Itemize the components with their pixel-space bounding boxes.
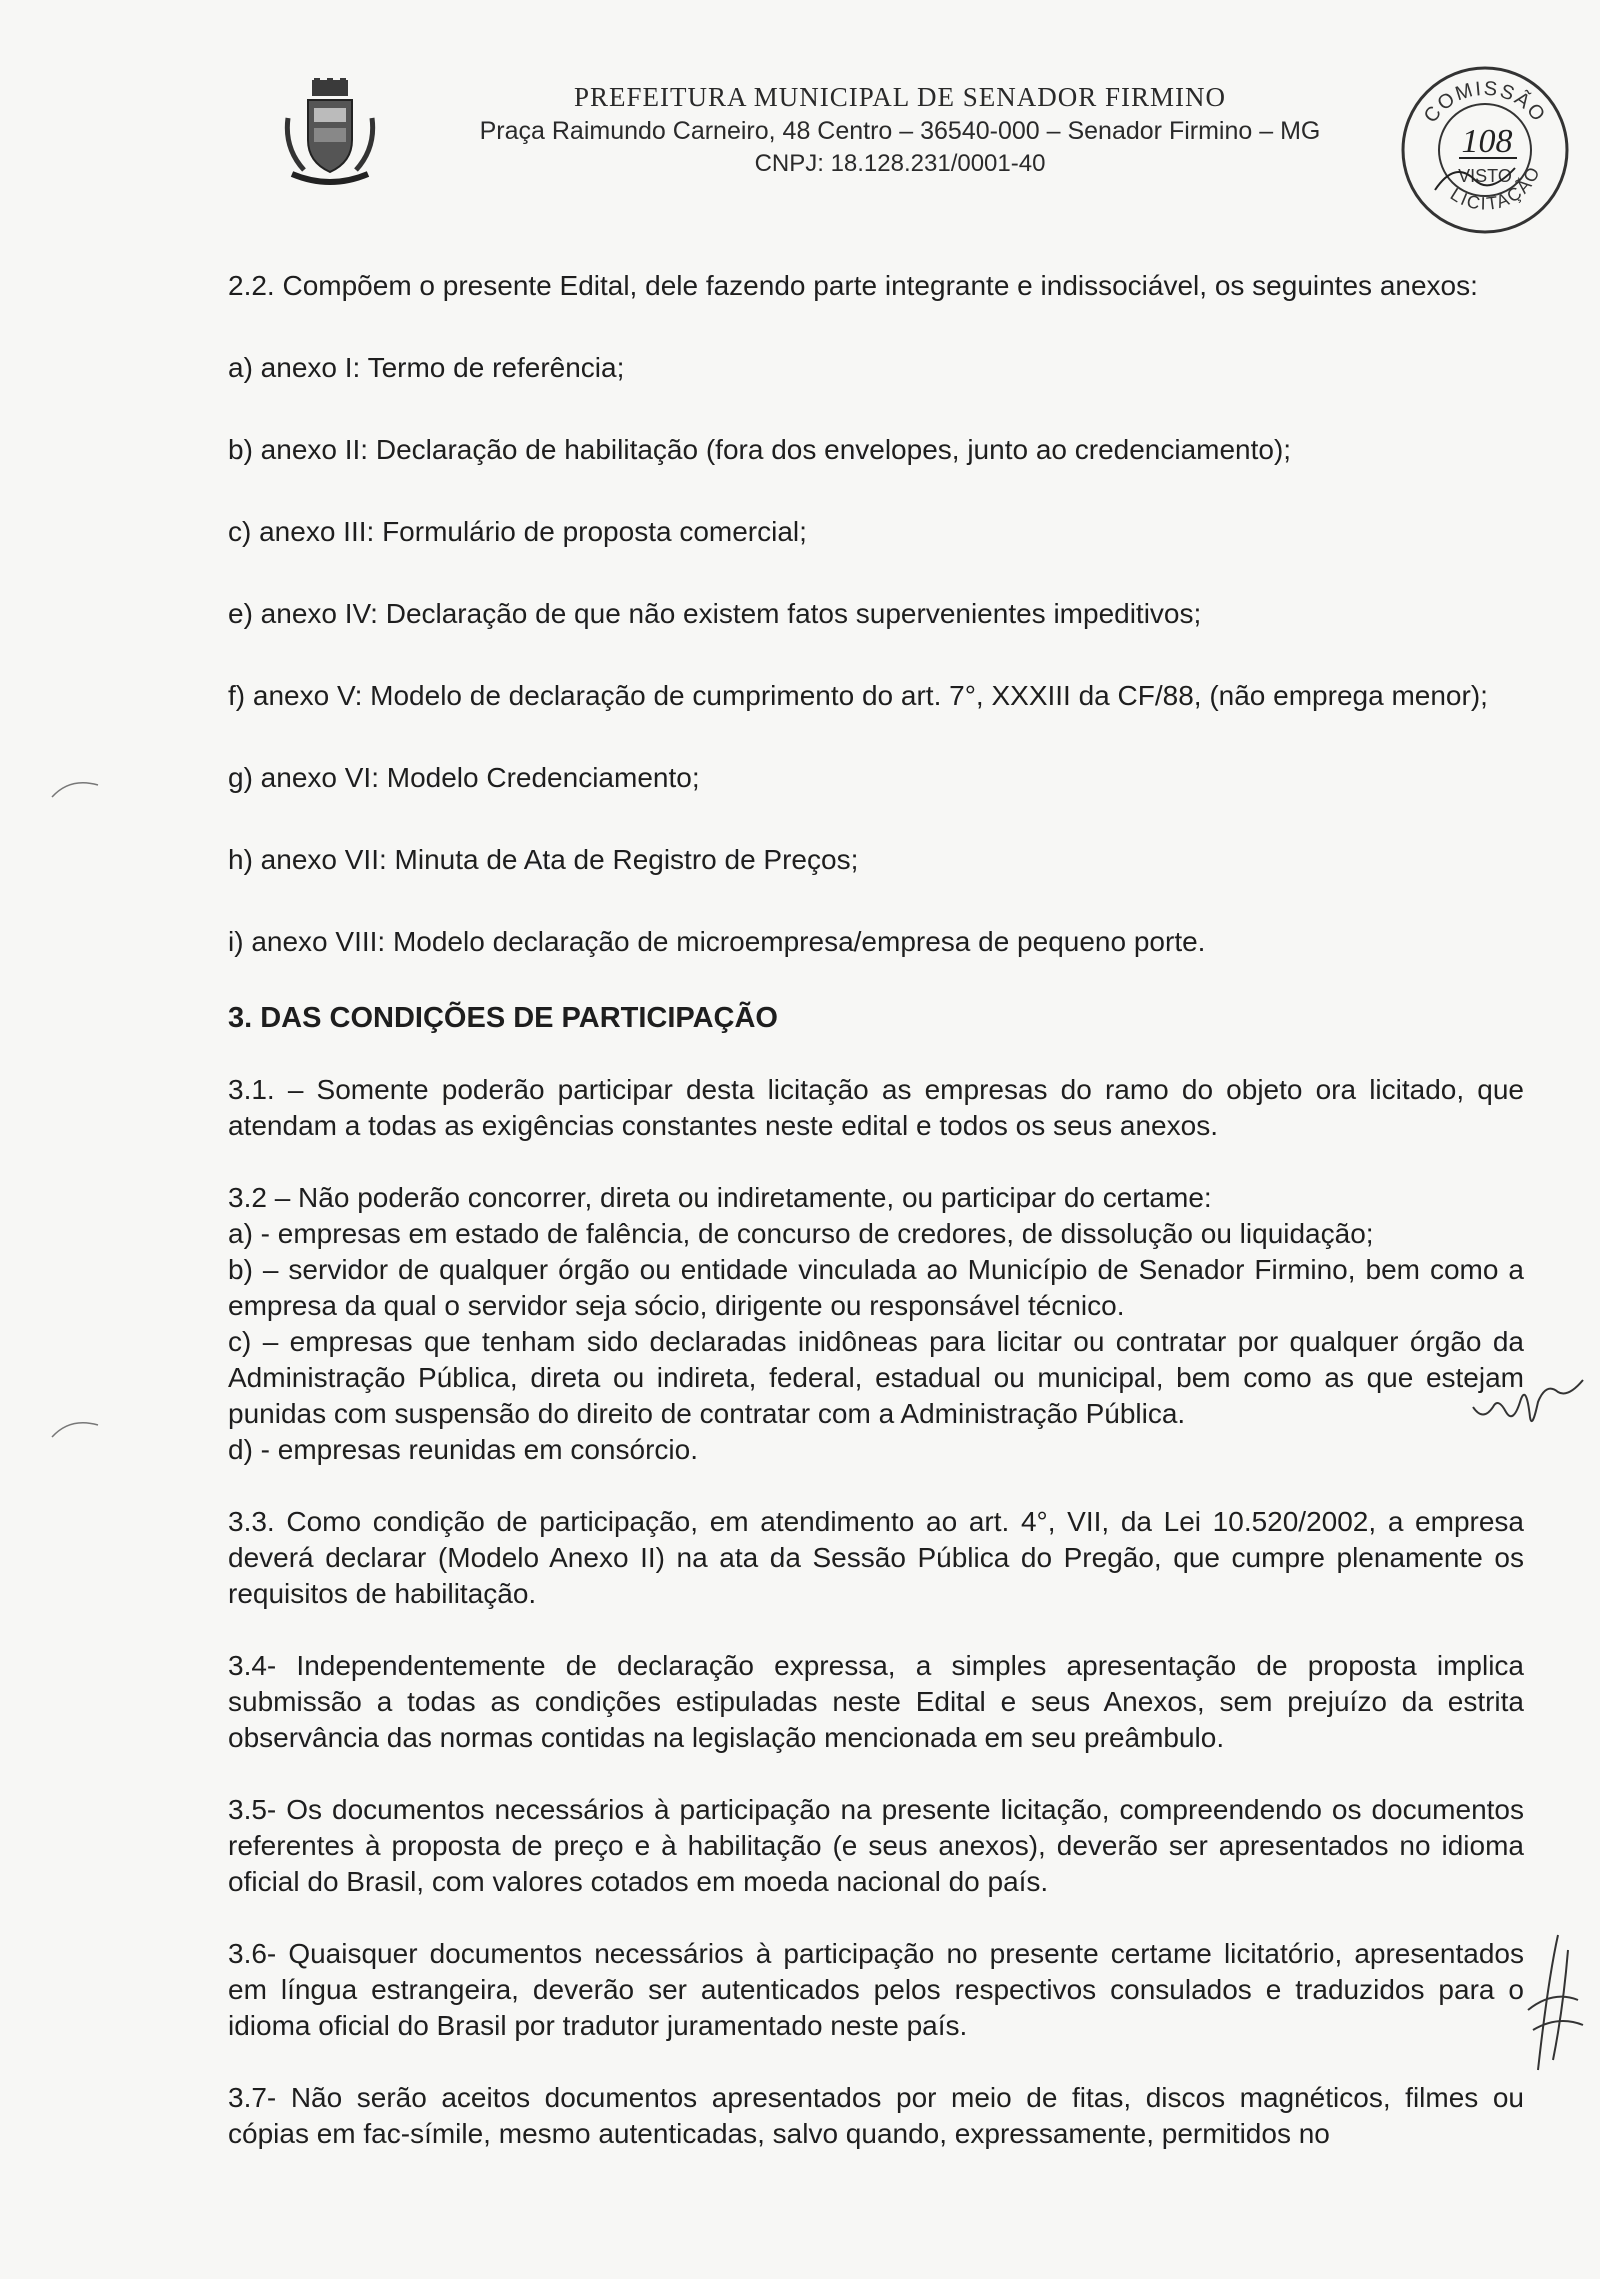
clause-3-2-item: d) - empresas reunidas em consórcio.: [228, 1434, 698, 1465]
signature-initials: [1468, 1362, 1588, 1432]
stamp-top-text: COMISSÃO: [1419, 77, 1551, 128]
org-name: PREFEITURA MUNICIPAL DE SENADOR FIRMINO: [573, 82, 1227, 112]
annex-item: f) anexo V: Modelo de declaração de cumprimento do art. 7°, XXXIII da CF/88, (não emprega menor);: [228, 680, 1488, 711]
stamp-bottom-text: LICITAÇÃO: [1446, 162, 1545, 214]
svg-text:COMISSÃO: [1420, 78, 1551, 127]
clause-3-3: 3.3. Como condição de participação, em atendimento ao art. 4°, VII, da Lei 10.520/2002, a empresa deverá declarar (Modelo Anexo II) na ata da Sessão Pública do Pregão, que cumpre plenamente os requisitos de habilitação.: [228, 1506, 1524, 1609]
clause-3-7: 3.7- Não serão aceitos documentos apresentados por meio de fitas, discos magnéticos, filmes ou cópias em fac-símile, mesmo autenticadas, salvo quando, expressamente, permitidos no: [228, 2082, 1524, 2149]
clause-3-5: 3.5- Os documentos necessários à participação na presente licitação, compreendendo os documentos referentes à proposta de preço e à habilitação (e seus anexos), deverão ser apresentados no idioma oficial do Brasil, com valores cotados em moeda nacional do país.: [228, 1794, 1524, 1897]
clause-3-6: 3.6- Quaisquer documentos necessários à participação no presente certame licitatório, apresentados em língua estrangeira, deverão ser autenticados pelos respectivos consulados e traduzidos para o idioma oficial do Brasil por tradutor juramentado neste país.: [228, 1938, 1524, 2041]
commission-stamp: [1395, 60, 1575, 240]
clause-3-2-item: c) – empresas que tenham sido declaradas inidôneas para licitar ou contratar por qualquer órgão da Administração Pública, direta ou indireta, federal, estadual ou municipal, bem como as que estejam punidas com suspensão do direito de contratar com a Administração Pública.: [228, 1326, 1524, 1429]
org-address: Praça Raimundo Carneiro, 48 Centro – 36540-000 – Senador Firmino – MG: [479, 117, 1321, 145]
annex-item: g) anexo VI: Modelo Credenciamento;: [228, 762, 700, 793]
letterhead: [400, 82, 1400, 178]
section-heading: 3. DAS CONDIÇÕES DE PARTICIPAÇÃO: [228, 1002, 778, 1034]
stamp-number: 108: [1461, 123, 1513, 160]
org-cnpj: CNPJ: 18.128.231/0001-40: [754, 150, 1046, 177]
annex-item: a) anexo I: Termo de referência;: [228, 352, 625, 383]
clause-3-1: 3.1. – Somente poderão participar desta licitação as empresas do ramo do objeto ora licitado, que atendam a todas as exigências constantes neste edital e todos os seus anexos.: [228, 1074, 1524, 1141]
clause-3-2-item: a) - empresas em estado de falência, de concurso de credores, de dissolução ou liquidação;: [228, 1218, 1374, 1249]
clause-3-2-lead: 3.2 – Não poderão concorrer, direta ou indiretamente, ou participar do certame:: [228, 1182, 1212, 1213]
annex-item: h) anexo VII: Minuta de Ata de Registro de Preços;: [228, 844, 859, 875]
annex-intro: 2.2. Compõem o presente Edital, dele fazendo parte integrante e indissociável, os seguintes anexos:: [228, 270, 1478, 301]
stamp-middle-text: VISTO: [1458, 166, 1512, 186]
margin-mark: [50, 1415, 100, 1439]
document-body: [228, 268, 1524, 2152]
annex-item: b) anexo II: Declaração de habilitação (fora dos envelopes, junto ao credenciamento);: [228, 434, 1292, 465]
annex-item: e) anexo IV: Declaração de que não existem fatos supervenientes impeditivos;: [228, 598, 1202, 629]
annex-item: i) anexo VIII: Modelo declaração de microempresa/empresa de pequeno porte.: [228, 926, 1206, 957]
clause-3-4: 3.4- Independentemente de declaração expressa, a simples apresentação de proposta implica submissão a todas as condições estipuladas neste Edital e seus Anexos, sem prejuízo da estrita observância das normas contidas na legislação mencionada em seu preâmbulo.: [228, 1650, 1524, 1753]
municipal-crest-icon: [282, 78, 378, 190]
annex-item: c) anexo III: Formulário de proposta comercial;: [228, 516, 807, 547]
signature-rubric: [1518, 1930, 1588, 2080]
clause-3-2-item: b) – servidor de qualquer órgão ou entidade vinculada ao Município de Senador Firmino, bem como a empresa da qual o servidor seja sócio, dirigente ou responsável técnico.: [228, 1254, 1524, 1321]
margin-mark: [50, 775, 100, 799]
